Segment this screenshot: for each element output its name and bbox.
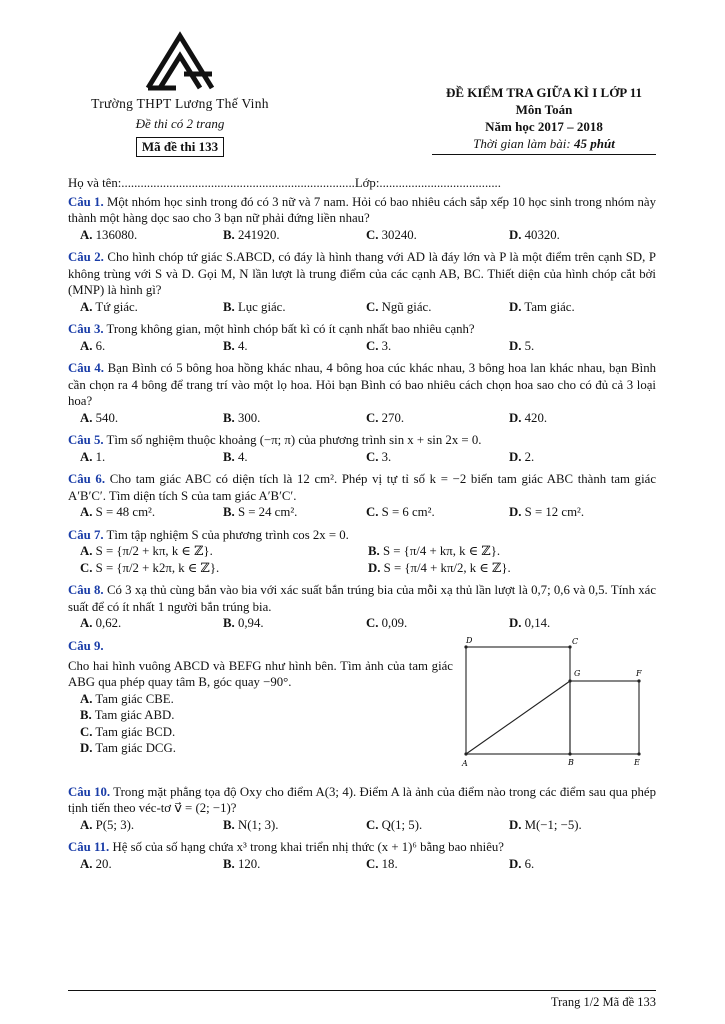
answer-option[interactable] <box>80 299 223 316</box>
answer-option[interactable] <box>366 227 509 244</box>
answer-option[interactable] <box>509 410 652 427</box>
question-text-line <box>68 839 656 856</box>
option-text: 1. <box>95 449 106 464</box>
option-text: 0,09. <box>381 616 408 630</box>
answer-options <box>68 615 656 632</box>
option-letter: B. <box>223 410 235 425</box>
answer-option[interactable] <box>223 856 366 873</box>
option-text: 420. <box>524 410 548 425</box>
answer-option[interactable] <box>223 615 366 632</box>
squares-figure <box>460 636 656 781</box>
option-letter: A. <box>80 410 93 425</box>
answer-options <box>68 410 656 427</box>
answer-options <box>68 227 656 244</box>
exam-title: ĐỀ KIỂM TRA GIỮA KÌ I LỚP 11 <box>445 85 643 100</box>
answer-option[interactable] <box>80 707 453 724</box>
option-letter: D. <box>509 505 522 519</box>
option-letter: C. <box>366 449 379 464</box>
question-text: Một nhóm học sinh trong đó có 3 nữ và 7 nam. Hỏi có bao nhiêu cách sắp xếp 10 học sinh trong nhóm này thành một hàng dọc sao cho 3 bạn nữ phải đứng liền nhau? <box>68 194 656 225</box>
option-letter: C. <box>366 856 379 871</box>
answer-options <box>68 504 656 521</box>
question-text: Bạn Bình có 5 bông hoa hồng khác nhau, 4 bông hoa cúc khác nhau, 3 bông hoa lan khác nhau, bạn Bình cần chọn ra 4 bông để trang trí vào một lọ hoa. Hỏi bạn Bình có bao nhiêu cách chọn hoa sao cho có đủ cả 3 loại hoa? <box>68 361 656 408</box>
option-letter: A. <box>80 299 93 314</box>
question-number: Câu 7. <box>68 527 104 542</box>
answer-option[interactable] <box>509 504 652 521</box>
option-letter: B. <box>80 708 92 722</box>
answer-options <box>68 338 656 355</box>
option-letter: D. <box>368 560 381 575</box>
answer-option[interactable] <box>366 410 509 427</box>
option-letter: A. <box>80 691 93 706</box>
answer-option[interactable] <box>80 615 223 632</box>
question <box>68 471 656 521</box>
question-number: Câu 1. <box>68 194 104 209</box>
option-text: 540. <box>95 410 119 425</box>
answer-option[interactable] <box>80 856 223 873</box>
question-number: Câu 6. <box>68 472 106 486</box>
question <box>68 582 656 632</box>
answer-option[interactable] <box>366 504 509 521</box>
option-letter: B. <box>223 856 235 871</box>
option-letter: D. <box>509 338 522 353</box>
option-letter: B. <box>223 616 235 630</box>
question <box>68 321 656 354</box>
option-letter: D. <box>509 410 522 425</box>
option-letter: C. <box>366 338 379 353</box>
option-text: 136080. <box>95 227 138 242</box>
option-letter: B. <box>223 449 235 464</box>
question-text: Tìm số nghiệm thuộc khoảng (−π; π) của phương trình sin x + sin 2x = 0. <box>106 433 482 447</box>
question-text: Trong không gian, một hình chóp bất kì có ít cạnh nhất bao nhiêu cạnh? <box>106 322 475 336</box>
exam-time <box>432 135 656 155</box>
option-text: 6. <box>95 338 106 353</box>
option-letter: C. <box>366 616 379 630</box>
option-text: 6. <box>524 856 535 871</box>
label-c: C <box>572 636 579 646</box>
answer-option[interactable] <box>509 449 652 466</box>
answer-option[interactable] <box>80 560 368 577</box>
exam-code-box: Mã đề thi 133 <box>136 137 224 157</box>
option-text: 270. <box>381 410 405 425</box>
answer-option[interactable] <box>509 817 652 834</box>
answer-option[interactable] <box>366 615 509 632</box>
option-letter: D. <box>509 449 522 464</box>
answer-options <box>68 299 656 316</box>
answer-option[interactable] <box>80 227 223 244</box>
square-abcd <box>466 647 570 754</box>
question <box>68 527 656 577</box>
option-letter: B. <box>368 544 380 558</box>
option-text: Tam giác ABD. <box>94 708 175 722</box>
answer-option[interactable] <box>509 856 652 873</box>
option-text: S = {π/4 + kπ, k ∈ ℤ}. <box>382 544 501 558</box>
page-footer: Trang 1/2 Mã đề 133 <box>550 995 656 1009</box>
school-logo-icon <box>142 30 218 92</box>
option-letter: C. <box>80 560 93 575</box>
option-letter: A. <box>80 856 93 871</box>
answer-option[interactable] <box>223 817 366 834</box>
option-text: Tam giác DCG. <box>95 741 176 755</box>
option-letter: C. <box>366 505 379 519</box>
option-letter: D. <box>80 741 93 755</box>
option-text: 3. <box>381 338 392 353</box>
answer-option[interactable] <box>223 449 366 466</box>
question-number: Câu 3. <box>68 322 104 336</box>
option-letter: B. <box>223 817 235 832</box>
answer-option[interactable] <box>80 691 453 708</box>
answer-option[interactable] <box>509 227 652 244</box>
option-text: Tam giác CBE. <box>95 691 174 706</box>
option-text: Tam giác. <box>524 299 575 314</box>
square-befg <box>570 681 639 754</box>
option-text: 0,14. <box>524 616 551 630</box>
question <box>68 784 656 834</box>
option-text: 241920. <box>237 227 280 242</box>
answer-option[interactable] <box>80 504 223 521</box>
question-text: Hệ số của số hạng chứa x³ trong khai triển nhị thức (x + 1)⁶ bằng bao nhiêu? <box>112 840 504 854</box>
question-text-line <box>68 249 656 299</box>
option-text: 5. <box>524 338 535 353</box>
question <box>68 839 656 872</box>
answer-option[interactable] <box>368 543 656 560</box>
label-d: D <box>466 635 473 645</box>
answer-option[interactable] <box>368 560 656 577</box>
option-text: M(−1; −5). <box>524 817 582 832</box>
label-g: G <box>574 668 581 678</box>
option-letter: A. <box>80 616 93 630</box>
question-number: Câu 11. <box>68 840 110 854</box>
option-text: Lục giác. <box>237 299 286 314</box>
option-text: 40320. <box>524 227 560 242</box>
question-text-line <box>68 471 656 504</box>
option-letter: A. <box>80 227 93 242</box>
exam-subject: Môn Toán <box>515 102 573 117</box>
question <box>68 249 656 315</box>
answer-options <box>68 543 656 576</box>
answer-option[interactable] <box>366 817 509 834</box>
question-9 <box>68 635 656 778</box>
answer-option[interactable] <box>80 449 223 466</box>
option-text: 18. <box>381 856 398 871</box>
option-text: P(5; 3). <box>95 817 135 832</box>
question-text-line <box>68 360 656 410</box>
option-text: 4. <box>237 449 248 464</box>
option-letter: D. <box>509 856 522 871</box>
question-list-2 <box>68 784 656 873</box>
question-number: Câu 4. <box>68 361 105 375</box>
option-letter: B. <box>223 299 235 314</box>
option-text: S = 6 cm². <box>381 505 435 519</box>
option-text: 4. <box>237 338 248 353</box>
option-text: S = 12 cm². <box>524 505 585 519</box>
answer-option[interactable] <box>223 410 366 427</box>
question-text-line <box>68 527 656 544</box>
exam-body <box>68 175 656 878</box>
option-text: 0,94. <box>237 616 264 630</box>
school-name: Trường THPT Lương Thế Vinh <box>91 96 269 111</box>
question <box>68 360 656 426</box>
answer-options <box>68 856 656 873</box>
option-text: N(1; 3). <box>237 817 279 832</box>
option-text: S = 48 cm². <box>95 505 156 519</box>
question-list <box>68 194 656 632</box>
answer-options <box>68 449 656 466</box>
question-number: Câu 8. <box>68 583 104 597</box>
question-text-line <box>68 194 656 227</box>
option-text: 300. <box>237 410 261 425</box>
option-text: S = {π/2 + kπ, k ∈ ℤ}. <box>95 544 213 558</box>
answer-option[interactable] <box>80 724 453 741</box>
question <box>68 194 656 244</box>
question-text-line <box>68 432 656 449</box>
answer-option[interactable] <box>223 227 366 244</box>
option-letter: A. <box>80 338 93 353</box>
option-letter: B. <box>223 227 235 242</box>
option-letter: C. <box>366 299 379 314</box>
option-letter: C. <box>366 410 379 425</box>
option-letter: A. <box>80 449 93 464</box>
option-letter: C. <box>366 817 379 832</box>
student-name-line: Họ và tên:.........................................................................Lớp:...................................... <box>68 176 501 190</box>
option-letter: C. <box>80 724 93 739</box>
question-text: Trong mặt phẳng tọa độ Oxy cho điểm A(3; 4). Điểm A là ảnh của điểm nào trong các điểm sau qua phép tịnh tiến theo véc-tơ v⃗ = (2; −1)? <box>68 784 657 815</box>
question-number: Câu 2. <box>68 250 104 264</box>
label-f: F <box>636 668 642 678</box>
answer-option[interactable] <box>509 299 652 316</box>
answer-option[interactable] <box>223 299 366 316</box>
option-letter: B. <box>223 505 235 519</box>
option-text: Tứ giác. <box>95 299 138 314</box>
answer-option[interactable] <box>366 856 509 873</box>
answer-option[interactable] <box>80 817 223 834</box>
answer-option[interactable] <box>80 543 368 560</box>
option-text: 2. <box>524 449 535 464</box>
answer-option[interactable] <box>80 740 453 757</box>
question-text: Cho hai hình vuông ABCD và BEFG như hình bên. Tìm ảnh của tam giác ABG qua phép quay tâm B, góc quay −90°. <box>68 658 453 689</box>
option-text: Tam giác BCD. <box>95 724 176 739</box>
option-text: 20. <box>95 856 112 871</box>
question-text: Cho hình chóp tứ giác S.ABCD, có đáy là hình thang với AD là đáy lớn và P là một điểm trên cạnh SD, P không trùng với S và D. Gọi M, N lần lượt là trung điểm của các cạnh AB, BC. Thiết diện của hình chóp cắt bởi (MNP) là hình gì? <box>68 250 656 297</box>
question-text: Tìm tập nghiệm S của phương trình cos 2x = 0. <box>106 527 349 542</box>
option-text: S = {π/2 + k2π, k ∈ ℤ}. <box>95 560 220 575</box>
option-text: 3. <box>381 449 392 464</box>
exam-time-label: Thời gian làm bài: <box>473 136 574 151</box>
exam-title-block <box>432 84 656 155</box>
option-letter: A. <box>80 505 93 519</box>
segment-ag <box>466 681 570 754</box>
label-b: B <box>568 757 574 767</box>
option-text: S = {π/4 + kπ/2, k ∈ ℤ}. <box>383 560 511 575</box>
option-letter: B. <box>223 338 235 353</box>
question <box>68 432 656 465</box>
answer-option[interactable] <box>80 338 223 355</box>
option-letter: C. <box>366 227 379 242</box>
pages-note: Đề thi có 2 trang <box>135 116 225 131</box>
question-text-line <box>68 784 656 817</box>
question-text: Cho tam giác ABC có diện tích là 12 cm². Phép vị tự tỉ số k = −2 biến tam giác ABC thành tam giác A′B′C′. Tìm diện tích S của tam giác A′B′C′. <box>68 472 656 503</box>
exam-year: Năm học 2017 – 2018 <box>485 119 603 134</box>
answer-option[interactable] <box>223 504 366 521</box>
answer-option[interactable] <box>509 615 652 632</box>
exam-time-value: 45 phút <box>574 136 615 151</box>
option-text: Ngũ giác. <box>381 299 432 314</box>
option-letter: D. <box>509 616 522 630</box>
question-text: Có 3 xạ thủ cùng bắn vào bia với xác suất bắn trúng bia của mỗi xạ thủ lần lượt là 0,7; 0,6 và 0,5. Tính xác suất để có ít nhất 1 người bắn trúng bia. <box>68 583 657 614</box>
question-9-body <box>68 658 453 757</box>
option-letter: A. <box>80 544 93 558</box>
answer-option[interactable] <box>509 338 652 355</box>
question-text-line <box>68 321 656 338</box>
answer-options <box>68 691 453 757</box>
question-number: Câu 9. <box>68 638 104 653</box>
option-letter: D. <box>509 817 522 832</box>
label-e: E <box>634 757 640 767</box>
answer-option[interactable] <box>223 338 366 355</box>
option-text: Q(1; 5). <box>381 817 423 832</box>
question-number: Câu 5. <box>68 433 104 447</box>
answer-option[interactable] <box>366 449 509 466</box>
option-text: 0,62. <box>95 616 122 630</box>
answer-option[interactable] <box>366 299 509 316</box>
option-letter: D. <box>509 299 522 314</box>
answer-options <box>68 817 656 834</box>
answer-option[interactable] <box>80 410 223 427</box>
question-number: Câu 10. <box>68 784 111 799</box>
label-a: A <box>462 758 468 768</box>
school-header <box>60 30 300 157</box>
footer-divider <box>68 990 656 991</box>
option-text: S = 24 cm². <box>237 505 298 519</box>
option-letter: A. <box>80 817 93 832</box>
answer-option[interactable] <box>366 338 509 355</box>
option-text: 120. <box>237 856 261 871</box>
option-text: 30240. <box>381 227 417 242</box>
question-text-line <box>68 582 656 615</box>
option-letter: D. <box>509 227 522 242</box>
